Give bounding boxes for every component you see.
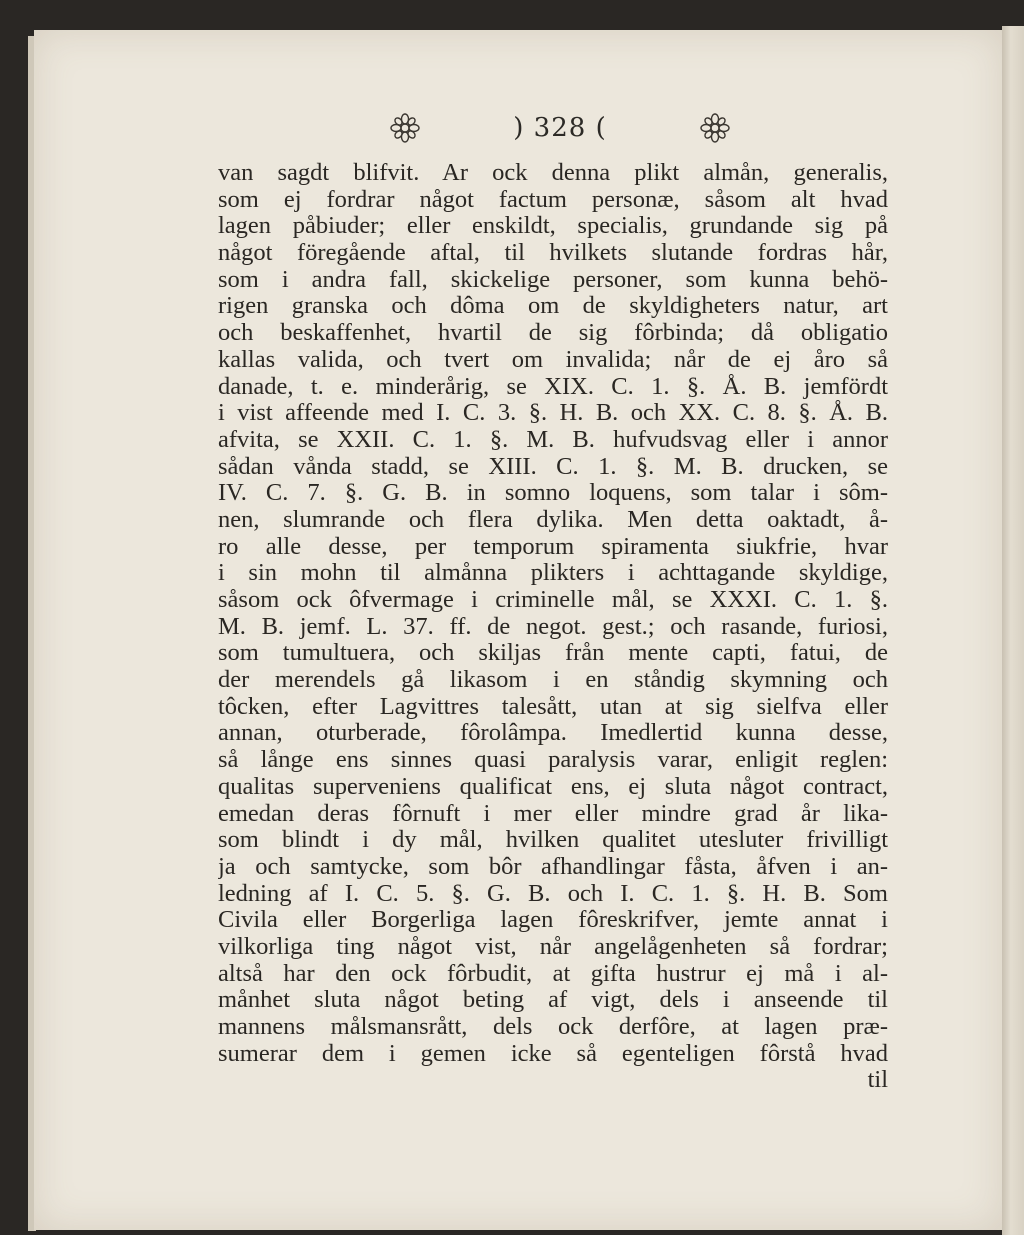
text-line: sådan vånda stadd, se XIII. C. 1. §. M. B. drucken, se: [218, 453, 888, 480]
text-line: danade, t. e. minderårig, se XIX. C. 1. §. Å. B. jemfördt: [218, 373, 888, 400]
body-text: [218, 160, 888, 1094]
text-line: så långe ens sinnes quasi paralysis varar, enligit reglen:: [218, 747, 888, 774]
text-line: som blindt i dy mål, hvilken qualitet utesluter frivilligt: [218, 827, 888, 854]
floral-ornament-right-icon: [700, 113, 730, 143]
text-line: M. B. jemf. L. 37. ff. de negot. gest.; och rasande, furiosi,: [218, 613, 888, 640]
text-line: qualitas superveniens qualificat ens, ej sluta något contract,: [218, 773, 888, 800]
text-line: något föregående aftal, til hvilkets slutande fordras hår,: [218, 240, 888, 267]
text-line: i sin mohn til almånna plikters i achttagande skyldige,: [218, 560, 888, 587]
text-line: sumerar dem i gemen icke så egenteligen fôrstå hvad: [218, 1040, 888, 1067]
text-line: som ej fordrar något factum personæ, såsom alt hvad: [218, 186, 888, 213]
text-line: såsom ock ôfvermage i criminelle mål, se XXXI. C. 1. §.: [218, 587, 888, 613]
text-line: annan, oturberade, fôrolâmpa. Imedlertid kunna desse,: [218, 720, 888, 747]
text-line: ja och samtycke, som bôr afhandlingar fåsta, åfven i an-: [218, 853, 888, 880]
text-line: afvita, se XXII. C. 1. §. M. B. hufvudsvag eller i annor: [218, 426, 888, 453]
text-line: månhet sluta något beting af vigt, dels i anseende til: [218, 987, 888, 1014]
catchword: til: [867, 1067, 888, 1094]
text-line: der merendels gå likasom i en ståndig skymning och: [218, 667, 888, 694]
text-line: och beskaffenhet, hvartil de sig fôrbinda; då obligatio: [218, 320, 888, 347]
text-line: emedan deras fôrnuft i mer eller mindre grad år lika-: [218, 800, 888, 827]
text-line: i vist affeende med I. C. 3. §. H. B. och XX. C. 8. §. Å. B.: [218, 400, 888, 427]
text-line: som tumultuera, och skiljas från mente capti, fatui, de: [218, 640, 888, 667]
page-number: ) 328 (: [513, 113, 607, 143]
floral-ornament-left-icon: [390, 113, 420, 143]
text-line: kallas valida, och tvert om invalida; når de ej åro så: [218, 346, 888, 373]
text-line: lagen påbiuder; eller enskildt, specialis, grundande sig på: [218, 213, 888, 240]
text-line: nen, slumrande och flera dylika. Men detta oaktadt, å-: [218, 506, 888, 533]
text-line: IV. C. 7. §. G. B. in somno loquens, som talar i sôm-: [218, 480, 888, 507]
text-line: ledning af I. C. 5. §. G. B. och I. C. 1. §. H. B. Som: [218, 880, 888, 907]
text-line: altså har den ock fôrbudit, at gifta hustrur ej må i al-: [218, 960, 888, 987]
text-line: mannens målsmansrått, dels ock derfôre, at lagen præ-: [218, 1014, 888, 1040]
page-edge-right: [1002, 26, 1024, 1235]
text-line: tôcken, efter Lagvittres talesått, utan at sig sielfva eller: [218, 693, 888, 720]
text-line: ro alle desse, per temporum spiramenta siukfrie, hvar: [218, 533, 888, 560]
text-line: vilkorliga ting något vist, når angelågenheten så fordrar;: [218, 933, 888, 960]
text-line: som i andra fall, skickelige personer, som kunna behö-: [218, 266, 888, 293]
text-line: van sagdt blifvit. Ar ock denna plikt almån, generalis,: [218, 160, 888, 186]
text-line: Civila eller Borgerliga lagen fôreskrifver, jemte annat i: [218, 907, 888, 934]
text-line: rigen granska och dôma om de skyldigheters natur, art: [218, 293, 888, 320]
page-header: [390, 108, 730, 148]
